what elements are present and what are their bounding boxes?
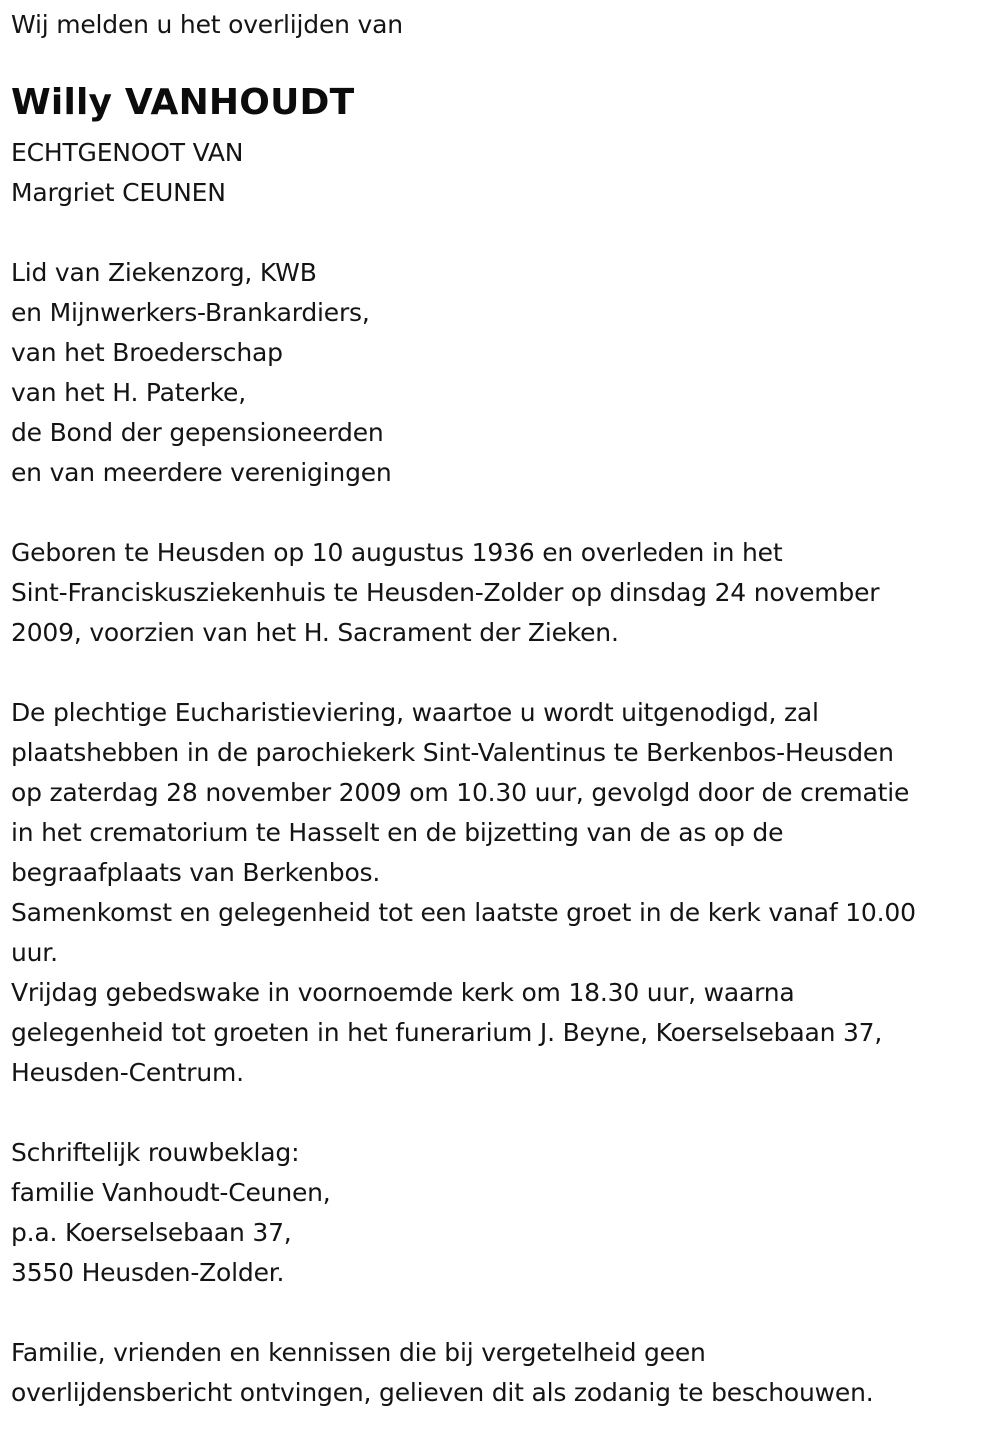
ceremony-line: Samenkomst en gelegenheid tot een laatste groet in de kerk vanaf 10.00: [11, 898, 916, 927]
condolences-paragraph: [11, 1133, 996, 1293]
spacer: [11, 1093, 996, 1133]
intro-text: Wij melden u het overlijden van: [11, 10, 403, 39]
ceremony-line: uur.: [11, 938, 58, 967]
spacer: [11, 213, 996, 253]
death-notice: [11, 5, 996, 1413]
ceremony-line: in het crematorium te Hasselt en de bijzetting van de as op de: [11, 818, 784, 847]
membership-line: van het H. Paterke,: [11, 378, 246, 407]
ceremony-line: op zaterdag 28 november 2009 om 10.30 uur, gevolgd door de crematie: [11, 778, 910, 807]
closing-paragraph: [11, 1333, 996, 1413]
closing-line: overlijdensbericht ontvingen, gelieven dit als zodanig te beschouwen.: [11, 1378, 874, 1407]
birth-death-paragraph: [11, 533, 996, 653]
spacer: [11, 653, 996, 693]
closing-line: Familie, vrienden en kennissen die bij vergetelheid geen: [11, 1338, 706, 1367]
condolences-line: 3550 Heusden-Zolder.: [11, 1258, 285, 1287]
birth-death-line: 2009, voorzien van het H. Sacrament der Zieken.: [11, 618, 619, 647]
ceremony-line: begraafplaats van Berkenbos.: [11, 858, 381, 887]
ceremony-line: Vrijdag gebedswake in voornoemde kerk om 18.30 uur, waarna: [11, 978, 795, 1007]
membership-line: van het Broederschap: [11, 338, 283, 367]
spacer: [11, 493, 996, 533]
condolences-line: familie Vanhoudt-Ceunen,: [11, 1178, 331, 1207]
birth-death-line: Sint-Franciskusziekenhuis te Heusden-Zolder op dinsdag 24 november: [11, 578, 880, 607]
deceased-name: Willy VANHOUDT: [11, 82, 355, 123]
ceremony-paragraph: [11, 693, 996, 1093]
spouse-name: Margriet CEUNEN: [11, 178, 226, 207]
membership-line: en Mijnwerkers-Brankardiers,: [11, 298, 370, 327]
spacer: [11, 1293, 996, 1333]
membership-line: en van meerdere verenigingen: [11, 458, 392, 487]
ceremony-line: De plechtige Eucharistieviering, waartoe u wordt uitgenodigd, zal: [11, 698, 819, 727]
condolences-line: p.a. Koerselsebaan 37,: [11, 1218, 292, 1247]
ceremony-line: plaatshebben in de parochiekerk Sint-Valentinus te Berkenbos-Heusden: [11, 738, 894, 767]
birth-death-line: Geboren te Heusden op 10 augustus 1936 en overleden in het: [11, 538, 783, 567]
memberships-paragraph: [11, 253, 996, 493]
condolences-line: Schriftelijk rouwbeklag:: [11, 1138, 300, 1167]
relation-text: ECHTGENOOT VAN: [11, 138, 244, 167]
ceremony-line: gelegenheid tot groeten in het funerarium J. Beyne, Koerselsebaan 37,: [11, 1018, 883, 1047]
membership-line: Lid van Ziekenzorg, KWB: [11, 258, 317, 287]
ceremony-line: Heusden-Centrum.: [11, 1058, 244, 1087]
membership-line: de Bond der gepensioneerden: [11, 418, 384, 447]
